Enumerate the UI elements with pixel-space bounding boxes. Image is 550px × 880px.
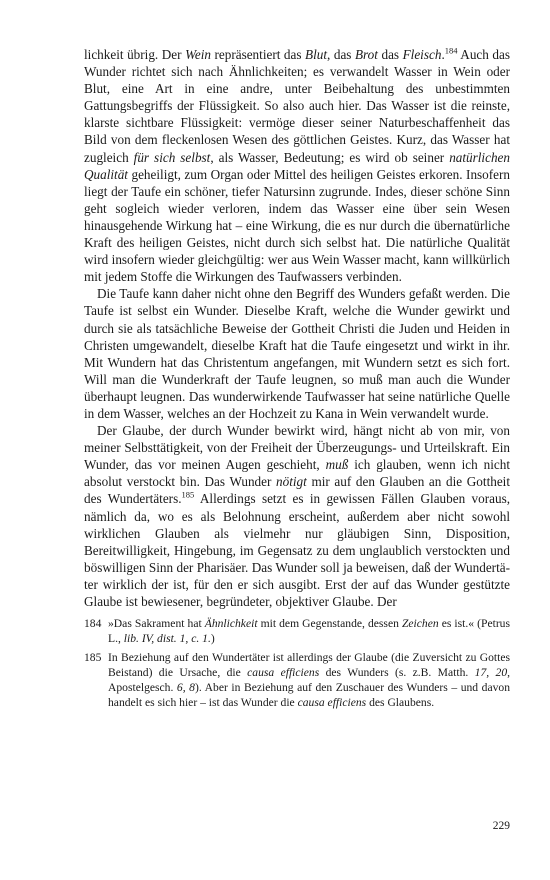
text-segment: mit dem Gegenstande, dessen <box>257 617 402 631</box>
text-segment: In Beziehung auf den Wundertäter ist allerdings der Glaube (die Zuversicht zu Gottes Beistand) die Ursache, die <box>108 650 510 679</box>
text-segment: des Wunders (s. z.B. Matth. <box>319 665 475 679</box>
italic-text: muß <box>325 457 349 473</box>
paragraph <box>84 285 510 422</box>
text-segment: , Apostelgesch. <box>108 665 511 694</box>
text-segment: »Das Sakrament hat <box>108 617 205 631</box>
footnotes <box>84 616 510 710</box>
italic-text: Ähnlichkeit <box>204 617 258 631</box>
footnote <box>84 650 510 711</box>
footnote-number: 184 <box>84 617 102 631</box>
text-segment: geheiligt, zum Organ oder Mittel des heiligen Geistes erkoren. Insofern liegt der Taufe ein schöner, tiefer Natursinn zugrunde. Indes, dieser schöne Sinn geht sogleich wieder verloren, indem das Wasser eine über sein Wesen hinausgehende Wirkung hat – eine Wirkung, die es nur durch die übernatürliche Kraft des heiligen Geistes, nicht durch sich selbst hat. Die natürliche Qualität wird insofern wieder gleichgültig: wer aus Wein Wasser macht, kann willkürlich mit jedem Stoffe die Wirkungen des Taufwassers verbinden. <box>84 166 510 285</box>
italic-text: 6, 8 <box>176 680 195 694</box>
text-segment: Allerdings setzt es in gewissen Fällen Glauben voraus, nämlich da, wo es als Belohnung erscheint, außerdem aber nicht sowohl wirklichen Glauben als vielmehr nur gläubigen Sinn, Disposition, Bereitwilligkeit, Hingebung, im Gegensatz zu dem unglaublich verstockten und böswilligen Sinn der Pharisäer. Das Wunder soll ja beweisen, daß der Wundertäter wirklich der ist, für den er sich ausgibt. Erst der auf das Wunder gestützte Glaube ist bewiesener, begründeter, objektiver Glaube. Der <box>84 491 511 609</box>
text-segment: ich glauben, wenn ich nicht absolut verstockt bin. Das Wunder <box>84 457 510 490</box>
text-segment: lichkeit übrig. Der <box>84 47 186 62</box>
footnote-reference: 184 <box>444 45 458 56</box>
italic-text: 17, 20 <box>474 665 508 679</box>
text-segment: mir auf den Glauben an die Gottheit des Wundertäters. <box>84 474 511 507</box>
italic-text: Blut <box>305 47 328 62</box>
italic-text: Zeichen <box>401 617 439 631</box>
paragraph <box>84 46 510 285</box>
italic-text: natürlichen Qualität <box>84 149 510 182</box>
text-segment: ). Aber in Beziehung auf den Zuschauer des Wunders – und davon handelt es sich hier – ist das Wunder die <box>108 680 510 710</box>
paragraph <box>84 422 510 610</box>
text-segment: es ist.« (Petrus L., <box>108 617 510 646</box>
italic-text: lib. IV, dist. 1, c. 1. <box>123 632 211 646</box>
italic-text: Wein <box>185 47 211 62</box>
text-segment: , das <box>327 47 355 62</box>
footnote-number: 185 <box>84 650 102 664</box>
italic-text: Brot <box>354 47 378 62</box>
text-segment: Der Glaube, der durch Wunder bewirkt wird, hängt nicht ab von mir, von meiner Selbsttätigkeit, von der Freiheit der Überzeugungs- und Urteilskraft. Ein Wunder, das vor meinen Augen geschieht, <box>84 423 510 473</box>
footnote <box>84 616 510 646</box>
italic-text: nötigt <box>276 474 307 490</box>
italic-text: causa efficiens <box>247 665 320 679</box>
text-segment: Die Taufe kann daher nicht ohne den Begriff des Wunders gefaßt werden. Die Taufe ist selbst ein Wunder. Dieselbe Kraft, welche die Wunder gewirkt und durch sie als tatsächliche Beweise der Gottheit Christi die Juden und Heiden in Christen umgewandelt, dieselbe Kraft hat die Taufe eingesetzt und wirkt in ihr. Mit Wundern hat das Christentum angefangen, mit Wundern setzt es sich fort. Will man die Wunderkraft der Taufe leugnen, so muß man auch die Wunder überhaupt leugnen. Das wunderwirkende Taufwasser hat seine natürliche Quelle in dem Wasser, welches an der Hochzeit zu Kana in Wein verwandelt wurde. <box>84 286 510 421</box>
text-segment: des Glaubens. <box>366 696 435 710</box>
text-segment: repräsentiert das <box>210 47 306 62</box>
italic-text: Fleisch <box>402 47 442 62</box>
footnote-text <box>108 650 510 711</box>
footnote-reference: 185 <box>181 490 195 501</box>
text-segment: , als Wasser, Bedeutung; es wird ob seiner <box>210 149 450 165</box>
italic-text: causa efficiens <box>297 696 367 710</box>
footnote-text <box>108 616 510 646</box>
text-segment: ) <box>210 632 215 646</box>
text-segment: . <box>441 47 445 62</box>
page-number: 229 <box>492 820 510 832</box>
text-segment: das <box>377 47 403 62</box>
text-segment: Auch das Wunder richtet sich nach Ähnlichkeiten; es verwandelt Wasser in Wein oder Blut, eine Art in eine andre, unter Beibehaltung des unbestimmten Gattungsbegriffs der Flüssigkeit. So also auch hier. Das Wasser ist die reinste, klarste sichtbare Flüssigkeit: vermöge dieser seiner Naturbeschaffenheit das Bild von dem fleckenlosen Wesen des göttlichen Geistes. Kurz, das Wasser hat zugleich <box>84 47 510 165</box>
body-text <box>84 46 510 610</box>
italic-text: für sich selbst <box>133 149 211 165</box>
page-content <box>84 46 510 713</box>
